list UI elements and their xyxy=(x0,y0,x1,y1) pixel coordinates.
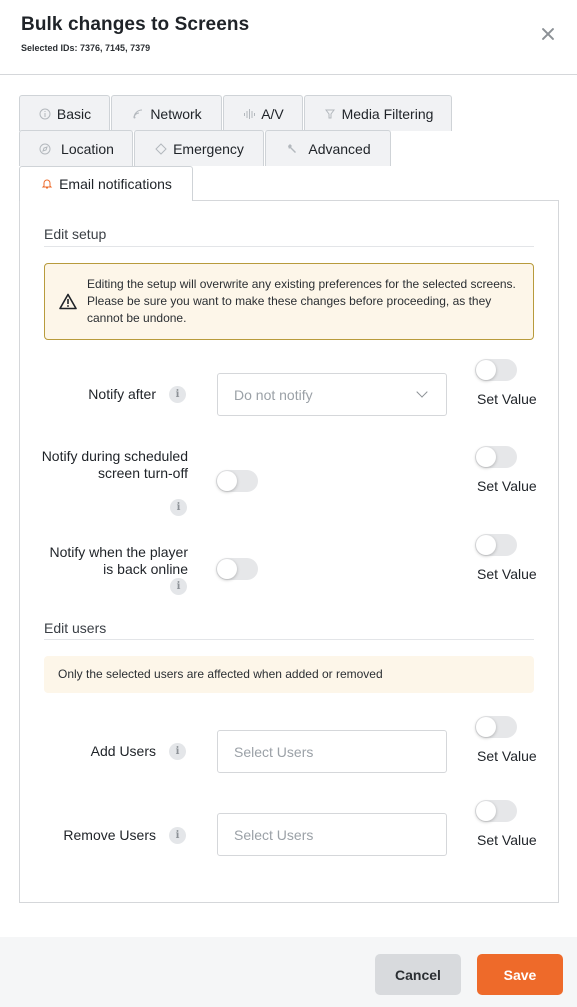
audio-wave-icon xyxy=(242,108,256,120)
info-icon[interactable]: i xyxy=(169,827,186,844)
compass-icon xyxy=(38,143,52,155)
tab-label: Location xyxy=(61,140,114,157)
tab-av[interactable] xyxy=(223,95,303,131)
dialog-header xyxy=(0,0,577,75)
info-icon[interactable]: i xyxy=(170,499,187,516)
remove-users-select[interactable] xyxy=(217,813,447,856)
warning-text: Editing the setup will overwrite any existing preferences for the selected screens. Please be sure you want to make these changes before proceeding, as they cannot be undone. xyxy=(87,277,516,325)
add-users-placeholder: Select Users xyxy=(234,744,314,760)
notify-turnoff-toggle[interactable] xyxy=(216,470,258,492)
section-title-edit-setup: Edit setup xyxy=(44,226,107,242)
info-icon[interactable]: i xyxy=(170,578,187,595)
set-value-toggle-notify-turnoff[interactable] xyxy=(475,446,517,468)
tab-label: Email notifications xyxy=(59,176,172,192)
tab-network[interactable] xyxy=(111,95,222,131)
close-icon[interactable] xyxy=(538,24,558,44)
tab-emergency[interactable] xyxy=(134,130,264,166)
bell-icon xyxy=(40,178,54,190)
filter-icon xyxy=(323,108,337,120)
tab-label: Media Filtering xyxy=(341,105,434,122)
selected-ids: Selected IDs: 7376, 7145, 7379 xyxy=(21,43,151,53)
cancel-button[interactable]: Cancel xyxy=(375,954,461,995)
diamond-alert-icon xyxy=(154,143,168,155)
divider xyxy=(44,246,534,247)
tab-media-filtering[interactable] xyxy=(304,95,452,131)
set-value-label: Set Value xyxy=(477,748,537,764)
set-value-label: Set Value xyxy=(477,391,537,407)
remove-users-label: Remove Users xyxy=(63,827,156,843)
notify-online-toggle[interactable] xyxy=(216,558,258,580)
set-value-label: Set Value xyxy=(477,566,537,582)
info-circle-icon xyxy=(38,108,52,120)
tab-basic[interactable] xyxy=(19,95,110,131)
tab-advanced[interactable] xyxy=(265,130,391,166)
section-title-edit-users: Edit users xyxy=(44,620,107,636)
wrench-icon xyxy=(285,143,299,155)
set-value-toggle-notify-after[interactable] xyxy=(475,359,517,381)
tab-label: A/V xyxy=(261,105,284,122)
info-icon[interactable]: i xyxy=(169,743,186,760)
divider xyxy=(44,639,534,640)
tab-email-notifications[interactable] xyxy=(19,166,193,201)
tab-location[interactable] xyxy=(19,130,133,166)
set-value-label: Set Value xyxy=(477,478,537,494)
notify-after-select[interactable] xyxy=(217,373,447,416)
info-icon[interactable]: i xyxy=(169,386,186,403)
warning-box xyxy=(44,263,534,340)
tab-label: Basic xyxy=(56,105,92,122)
notify-turnoff-label: Notify during scheduled screen turn-off xyxy=(41,448,188,481)
set-value-toggle-notify-online[interactable] xyxy=(475,534,517,556)
info-text: Only the selected users are affected when added or removed xyxy=(58,667,383,681)
tab-label: Advanced xyxy=(308,140,371,157)
set-value-toggle-add-users[interactable] xyxy=(475,716,517,738)
tab-label: Network xyxy=(150,105,202,122)
dialog-title: Bulk changes to Screens xyxy=(21,14,250,35)
chevron-down-icon xyxy=(416,386,427,397)
wifi-icon xyxy=(131,108,145,120)
set-value-label: Set Value xyxy=(477,832,537,848)
save-button[interactable]: Save xyxy=(477,954,563,995)
tab-label: Emergency xyxy=(173,140,244,157)
set-value-toggle-remove-users[interactable] xyxy=(475,800,517,822)
warning-triangle-icon xyxy=(59,293,77,310)
info-box xyxy=(44,656,534,693)
add-users-select[interactable] xyxy=(217,730,447,773)
notify-after-value: Do not notify xyxy=(234,387,313,403)
dialog-footer xyxy=(0,937,577,1007)
notify-online-label: Notify when the player is back online xyxy=(49,544,188,577)
notify-after-label: Notify after xyxy=(88,386,156,402)
remove-users-placeholder: Select Users xyxy=(234,827,314,843)
add-users-label: Add Users xyxy=(90,743,156,759)
